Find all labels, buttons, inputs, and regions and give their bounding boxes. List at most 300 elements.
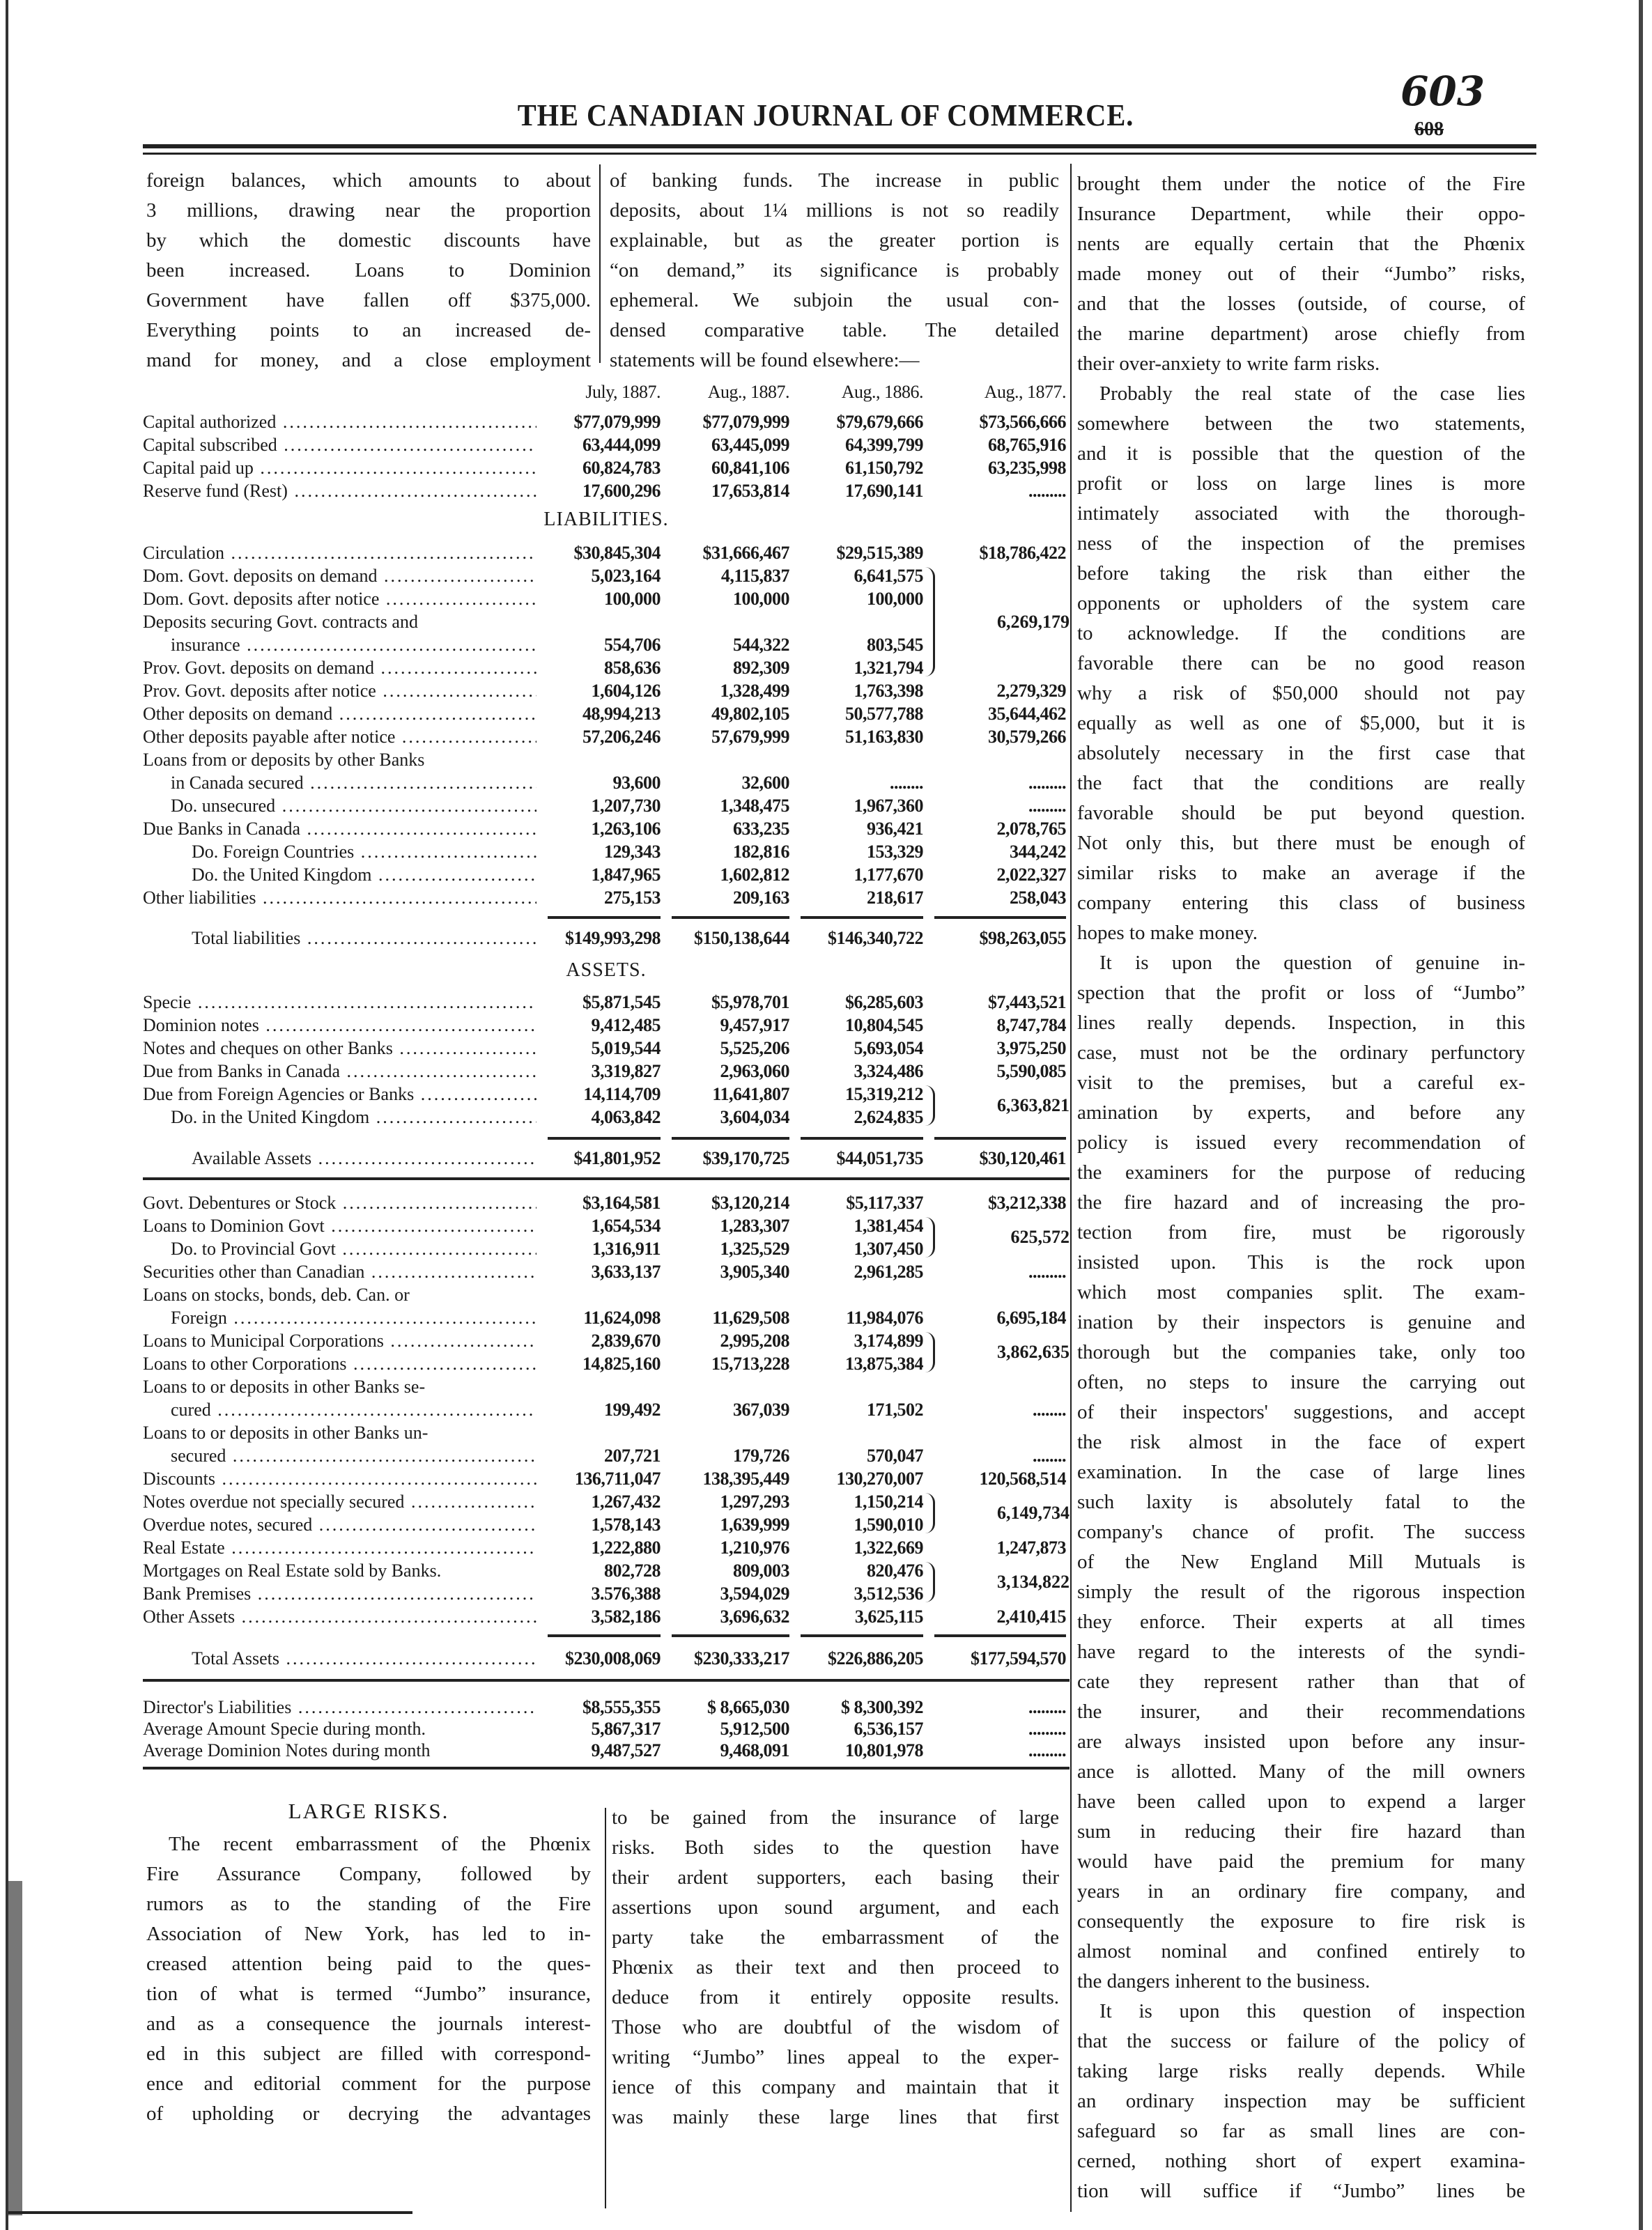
cell-value: ......... (1028, 1740, 1066, 1760)
text-line: to acknowledge. If the conditions are (1077, 622, 1525, 644)
cell-value: 136,711,047 (574, 1468, 661, 1489)
text-line: Government have fallen off $375,000. (146, 289, 591, 311)
row-label: Govt. Debentures or Stock ..... (143, 1193, 536, 1214)
bracket-rows (143, 564, 923, 679)
cell-value: 3,582,186 (591, 1606, 661, 1627)
text-line: their over-anxiety to write farm risks. (1077, 353, 1380, 375)
cell-value: $29,515,389 (836, 542, 923, 563)
cell-value: 1,247,873 (996, 1537, 1066, 1558)
text-line: such laxity is absolutely fatal to the (1077, 1491, 1525, 1513)
cell-value: 1,267,432 (591, 1491, 661, 1512)
row-label: Loans to or deposits in other Banks se- (143, 1376, 426, 1397)
row-label: Due from Banks in Canada ..... (143, 1061, 536, 1082)
brace-mark (923, 567, 935, 676)
cell-value: 100,000 (733, 588, 789, 609)
bracket-rows (143, 1490, 923, 1536)
cell-value: 2,410,415 (996, 1606, 1066, 1627)
cell-value: 936,421 (867, 818, 923, 839)
text-line: Insurance Department, while their oppo- (1077, 203, 1525, 225)
row-label: Loans to Dominion Govt ..... (143, 1216, 536, 1237)
cell-value: 15,713,228 (711, 1353, 789, 1374)
text-line: tion will suffice if “Jumbo” lines be (1077, 2180, 1525, 2202)
text-line: policy is issued every recommendation of (1077, 1131, 1525, 1154)
cell-value: 820,476 (867, 1560, 923, 1581)
table-row (143, 1559, 923, 1582)
table-row (143, 1513, 923, 1536)
text-line: and it is possible that the question of the (1077, 442, 1525, 465)
table-row (143, 1147, 1070, 1170)
cell-value: 5,525,206 (720, 1037, 789, 1058)
column-header: July, 1887. (585, 381, 661, 402)
cell-value: 1,322,669 (854, 1537, 923, 1558)
text-line: 3 millions, drawing near the proportion (146, 199, 591, 222)
table-row (143, 1375, 1070, 1398)
cell-value: $3,212,338 (988, 1192, 1066, 1213)
cell-value: $3,120,214 (711, 1192, 789, 1213)
liabilities-section (143, 541, 1070, 909)
row-label: Foreign ..... (143, 1308, 536, 1329)
cell-value: 5,023,164 (591, 565, 661, 586)
subtotal-rule (536, 1634, 1070, 1637)
text-line: tion of what is termed “Jumbo” insurance, (146, 1983, 591, 2005)
row-label: Loans to other Corporations ..... (143, 1354, 536, 1375)
cell-value: 3,512,536 (854, 1583, 923, 1604)
table-row (143, 1283, 1070, 1306)
total-assets-row (143, 1647, 1070, 1670)
cell-value: 1,763,398 (854, 680, 923, 701)
table-row (143, 410, 1070, 433)
cell-value: $79,679,666 (836, 411, 923, 432)
memo-section (143, 1696, 1070, 1761)
cell-value: 179,726 (733, 1445, 789, 1466)
cell-value: 15,319,212 (845, 1083, 923, 1104)
cell-value: 1,325,529 (720, 1238, 789, 1259)
bracket-side (923, 1214, 1070, 1260)
table-row (143, 1696, 1070, 1718)
row-label: Director's Liabilities ..... (143, 1697, 536, 1718)
row-label: Total liabilities ..... (143, 928, 536, 949)
text-line: mand for money, and a close employment (146, 349, 591, 371)
assets-heading: ASSETS. (566, 959, 647, 981)
text-line: somewhere between the two statements, (1077, 412, 1525, 435)
table-row (143, 771, 1070, 794)
row-label: Dominion notes ..... (143, 1015, 536, 1036)
cell-value: 1,297,293 (720, 1491, 789, 1512)
cell-value: 100,000 (604, 588, 661, 609)
row-label: Notes and cheques on other Banks ..... (143, 1038, 536, 1059)
text-line: visit to the premises, but a careful ex- (1077, 1071, 1525, 1094)
masthead-title: THE CANADIAN JOURNAL OF COMMERCE. (517, 98, 1134, 132)
cell-value: ......... (1028, 1696, 1066, 1717)
cell-value: 1,348,475 (720, 795, 789, 816)
table-row (143, 725, 1070, 748)
row-label: Average Dominion Notes during month (143, 1740, 431, 1760)
cell-value: 1,328,499 (720, 680, 789, 701)
handwritten-page-number: 603 (1400, 68, 1485, 115)
cell-value: 49,802,105 (711, 703, 789, 724)
cell-value: 1,847,965 (591, 864, 661, 885)
cell-value: 218,617 (867, 887, 923, 908)
struck-page-number: 608 (1414, 118, 1444, 140)
row-label: Real Estate ..... (143, 1538, 536, 1558)
cell-value: 554,706 (604, 634, 661, 655)
text-line: the risk almost in the face of expert (1077, 1431, 1525, 1453)
row-label: Dom. Govt. deposits on demand ..... (143, 566, 536, 587)
cell-value: 1,210,976 (720, 1537, 789, 1558)
text-line: hopes to make money. (1077, 922, 1258, 944)
text-line: spection that the profit or loss of “Jumbo” (1077, 982, 1525, 1004)
text-line: ness of the inspection of the premises (1077, 532, 1525, 555)
table-row (143, 748, 1070, 771)
row-label: Average Amount Specie during month. (143, 1718, 426, 1739)
table-row (143, 927, 1070, 950)
cell-value: $ 8,665,030 (707, 1696, 789, 1717)
column-divider (1070, 164, 1072, 2212)
cell-value: 802,728 (604, 1560, 661, 1581)
cell-value: ........ (1033, 1399, 1066, 1420)
table-row (143, 1421, 1070, 1444)
text-line: The recent embarrassment of the Phœnix (169, 1833, 591, 1855)
text-line: creased attention being paid to the ques- (146, 1953, 591, 1975)
available-assets-row (143, 1147, 1070, 1170)
text-line: cerned, nothing short of expert examina- (1077, 2150, 1525, 2172)
text-line: ance is allotted. Many of the mill owners (1077, 1760, 1525, 1783)
cell-value: $230,008,069 (565, 1648, 661, 1668)
cell-value: 6,695,184 (996, 1307, 1066, 1328)
cell-value: ........ (890, 772, 923, 793)
cell-value: 1,150,214 (854, 1491, 923, 1512)
text-line: the insurer, and their recommendations (1077, 1701, 1525, 1723)
bracket-rows (143, 1329, 923, 1375)
row-label: Loans to Municipal Corporations ..... (143, 1331, 536, 1352)
cell-value: 2,839,670 (591, 1330, 661, 1351)
other-assets-section (143, 1191, 1070, 1628)
cell-value: 10,804,545 (845, 1014, 923, 1035)
cell-value: 544,322 (733, 634, 789, 655)
text-line: Association of New York, has led to in- (146, 1923, 591, 1945)
table-row (143, 1605, 1070, 1628)
bracket-group (143, 1214, 1070, 1260)
cell-value: 32,600 (741, 772, 789, 793)
cell-value: 17,600,296 (582, 480, 661, 501)
table-row (143, 610, 923, 633)
text-line: company's chance of profit. The success (1077, 1521, 1525, 1543)
table-row (143, 1444, 1070, 1467)
subtotal-rule (536, 916, 1070, 919)
row-label: secured ..... (143, 1446, 536, 1466)
text-line: Those who are doubtful of the wisdom of (612, 2016, 1059, 2038)
section-rule (143, 1767, 1070, 1770)
table-row (143, 702, 1070, 725)
bracket-rows (143, 1559, 923, 1605)
text-line: opponents or upholders of the system care (1077, 592, 1525, 614)
assets-section (143, 991, 1070, 1129)
cell-value: $39,170,725 (702, 1147, 789, 1168)
table-row (143, 1329, 923, 1352)
row-label: Discounts ..... (143, 1469, 536, 1489)
cell-value: 171,502 (867, 1399, 923, 1420)
cell-value: $30,120,461 (979, 1147, 1066, 1168)
row-label: Available Assets ..... (143, 1148, 536, 1169)
large-risks-heading: LARGE RISKS. (288, 1799, 449, 1823)
text-line: ination by their inspectors is genuine and (1077, 1311, 1525, 1333)
row-label: insurance ..... (143, 635, 536, 656)
text-line: and as a consequence the journals interest- (146, 2013, 591, 2035)
bracket-group (143, 564, 1070, 679)
cell-value: 130,270,007 (836, 1468, 923, 1489)
cell-value: 207,721 (604, 1445, 661, 1466)
text-line: by which the domestic discounts have (146, 229, 591, 251)
cell-value: 63,445,099 (711, 434, 789, 455)
bracket-rows (143, 1214, 923, 1260)
cell-value: $98,263,055 (979, 927, 1066, 948)
cell-value: 3,319,827 (591, 1060, 661, 1081)
cell-value: $5,871,545 (582, 991, 661, 1012)
table-header-row (143, 380, 1070, 403)
text-line: writing “Jumbo” lines appeal to the exper- (612, 2046, 1059, 2068)
bracket-group (143, 1490, 1070, 1536)
row-label: Other deposits on demand ..... (143, 704, 536, 725)
brace-mark (923, 1332, 935, 1372)
cell-value: 182,816 (733, 841, 789, 862)
text-line: almost nominal and confined entirely to (1077, 1940, 1525, 1962)
table-row (143, 479, 1070, 502)
row-label: Prov. Govt. deposits after notice ..... (143, 681, 536, 702)
cell-value: 4,063,842 (591, 1106, 661, 1127)
column-header: Aug., 1886. (841, 381, 923, 402)
table-row (143, 863, 1070, 886)
cell-value: 2,078,765 (996, 818, 1066, 839)
bracket-side (923, 1329, 1070, 1375)
brace-mark (923, 1493, 935, 1533)
cell-value: $230,333,217 (694, 1648, 789, 1668)
text-line: risks. Both sides to the question have (612, 1836, 1059, 1859)
table-row (143, 1060, 1070, 1083)
cell-value: 2,624,835 (854, 1106, 923, 1127)
table-row (143, 1718, 1070, 1740)
bracket-side (923, 564, 1070, 679)
text-line: why a risk of $50,000 should not pay (1077, 682, 1525, 704)
cell-value: 13,875,384 (845, 1353, 923, 1374)
cell-value: 209,163 (733, 887, 789, 908)
cell-value: 68,765,916 (988, 434, 1066, 455)
column-divider (599, 164, 601, 363)
cell-value: 1,590,010 (854, 1514, 923, 1535)
cell-value: $41,801,952 (573, 1147, 661, 1168)
total-liabilities-row (143, 927, 1070, 950)
text-line: “on demand,” its significance is probably (610, 259, 1059, 281)
cell-value: 3,604,034 (720, 1106, 789, 1127)
table-row (143, 1237, 923, 1260)
cell-value: 60,824,783 (582, 457, 661, 478)
row-label: Due from Foreign Agencies or Banks ..... (143, 1084, 536, 1105)
cell-value: 138,395,449 (702, 1468, 789, 1489)
cell-value: ......... (1028, 795, 1066, 816)
text-line: Phœnix as their text and then proceed to (612, 1956, 1059, 1979)
cell-value: 60,841,106 (711, 457, 789, 478)
cell-value: 61,150,792 (845, 457, 923, 478)
cell-value: 4,115,837 (720, 565, 789, 586)
text-line: was mainly these large lines that first (612, 2106, 1059, 2128)
cell-value: 120,568,514 (979, 1468, 1066, 1489)
text-line: their ardent supporters, each basing their (612, 1866, 1059, 1889)
cell-value: $30,845,304 (573, 542, 661, 563)
large-risks-left-text (146, 1829, 591, 2129)
cell-value: 11,984,076 (846, 1307, 923, 1328)
cell-value: 5,693,054 (854, 1037, 923, 1058)
cell-value: ......... (1028, 480, 1066, 501)
cell-value: 5,912,500 (720, 1718, 789, 1739)
bracket-rows (143, 1083, 923, 1129)
text-line: nents are equally certain that the Phœnix (1077, 233, 1525, 255)
brace-mark (923, 1562, 935, 1602)
table-row (143, 1106, 923, 1129)
cell-value: 8,747,784 (996, 1014, 1066, 1035)
cell-value: $226,886,205 (828, 1648, 923, 1668)
cell-value: 35,644,462 (988, 703, 1066, 724)
cell-value: 1,639,999 (720, 1514, 789, 1535)
row-label: Other deposits payable after notice ..... (143, 727, 536, 748)
cell-value: 258,043 (1010, 887, 1066, 908)
scan-right-edge (1639, 0, 1643, 2230)
text-line: the fact that the conditions are really (1077, 772, 1525, 794)
cell-value: $6,285,603 (845, 991, 923, 1012)
table-row (143, 1306, 1070, 1329)
text-line: to be gained from the insurance of large (612, 1806, 1059, 1829)
text-line: foreign balances, which amounts to about (146, 169, 591, 192)
cell-value: $7,443,521 (988, 991, 1066, 1012)
table-row (143, 1582, 923, 1605)
row-label: Dom. Govt. deposits after notice ..... (143, 589, 536, 610)
text-line: have been called upon to expend a larger (1077, 1790, 1525, 1813)
bracket-value: 3,134,822 (997, 1572, 1070, 1592)
cell-value: 1,381,454 (854, 1215, 923, 1236)
cell-value: 367,039 (733, 1399, 789, 1420)
bracket-value: 3,862,635 (997, 1342, 1070, 1362)
cell-value: ......... (1028, 1718, 1066, 1739)
row-label: Total Assets ..... (143, 1648, 536, 1669)
cell-value: 6,641,575 (854, 565, 923, 586)
text-line: ed in this subject are filled with correspond- (146, 2043, 591, 2065)
row-label: Prov. Govt. deposits on demand ..... (143, 658, 536, 679)
cell-value: 6,536,157 (854, 1718, 923, 1739)
text-line: Not only this, but there must be enough of (1077, 832, 1525, 854)
text-line: favorable should be put beyond question. (1077, 802, 1525, 824)
text-line: densed comparative table. The detailed (610, 319, 1059, 341)
table-row (143, 1260, 1070, 1283)
cell-value: 3,975,250 (996, 1037, 1066, 1058)
cell-value: 2,995,208 (720, 1330, 789, 1351)
row-label: Capital authorized ..... (143, 412, 536, 433)
cell-value: $149,993,298 (565, 927, 661, 948)
row-label: Capital paid up ..... (143, 458, 536, 479)
table-row (143, 1536, 1070, 1559)
brace-mark (923, 1085, 935, 1126)
text-line: which most companies split. The exam- (1077, 1281, 1525, 1303)
cell-value: 11,624,098 (583, 1307, 661, 1328)
column-divider (605, 1808, 606, 2208)
subtotal-rule (536, 1137, 1070, 1140)
row-label: Reserve fund (Rest) ..... (143, 481, 536, 502)
cell-value: 1,263,106 (591, 818, 661, 839)
cell-value: 1,602,812 (720, 864, 789, 885)
cell-value: $146,340,722 (828, 927, 923, 948)
text-line: of their inspectors' suggestions, and accept (1077, 1401, 1525, 1423)
cell-value: $8,555,355 (582, 1696, 661, 1717)
cell-value: 30,579,266 (988, 726, 1066, 747)
cell-value: 2,022,327 (996, 864, 1066, 885)
text-line: ephemeral. We subjoin the usual con- (610, 289, 1059, 311)
row-label: Do. in the United Kingdom ..... (143, 1107, 536, 1128)
column-header: Aug., 1877. (984, 381, 1066, 402)
cell-value: 17,653,814 (711, 480, 789, 501)
text-line: rumors as to the standing of the Fire (146, 1893, 591, 1915)
masthead-rule-thin (143, 153, 1536, 155)
cell-value: 809,003 (733, 1560, 789, 1581)
cell-value: ......... (1028, 1261, 1066, 1282)
cell-value: 2,963,060 (720, 1060, 789, 1081)
bank-statement-table (143, 380, 1070, 1770)
cell-value: 3.576,388 (591, 1583, 661, 1604)
bracket-group (143, 1083, 1070, 1129)
cell-value: 64,399,799 (845, 434, 923, 455)
cell-value: 17,690,141 (845, 480, 923, 501)
cell-value: ......... (1028, 772, 1066, 793)
right-column-text (1077, 169, 1525, 2206)
row-label: Securities other than Canadian ..... (143, 1262, 536, 1283)
text-line: company entering this class of business (1077, 892, 1525, 914)
text-line: assertions upon sound argument, and each (612, 1896, 1059, 1919)
cell-value: 63,444,099 (582, 434, 661, 455)
text-line: ence and editorial comment for the purpose (146, 2073, 591, 2095)
cell-value: 199,492 (604, 1399, 661, 1420)
cell-value: 1,604,126 (591, 680, 661, 701)
table-row (143, 817, 1070, 840)
row-label: Capital subscribed ..... (143, 435, 536, 456)
text-line: intimately associated with the thorough- (1077, 502, 1525, 525)
cell-value: 275,153 (604, 887, 661, 908)
cell-value: 50,577,788 (845, 703, 923, 724)
bracket-value: 6,363,821 (997, 1095, 1070, 1115)
cell-value: 100,000 (867, 588, 923, 609)
cell-value: 1,177,670 (854, 864, 923, 885)
table-row (143, 433, 1070, 456)
text-line: sum in reducing their fire hazard than (1077, 1820, 1525, 1843)
cell-value: 3,324,486 (854, 1060, 923, 1081)
text-line: similar risks to make an average if the (1077, 862, 1525, 884)
cell-value: $150,138,644 (694, 927, 789, 948)
row-label: in Canada secured ..... (143, 773, 536, 793)
text-line: made money out of their “Jumbo” risks, (1077, 263, 1525, 285)
text-line: equally as well as one of $5,000, but it is (1077, 712, 1525, 734)
liabilities-heading: LIABILITIES. (543, 509, 669, 530)
masthead-rule-thick (143, 144, 1536, 148)
cell-value: 1,307,450 (854, 1238, 923, 1259)
table-row (143, 794, 1070, 817)
cell-value: 858,636 (604, 657, 661, 678)
cell-value: 3,633,137 (591, 1261, 661, 1282)
text-line: Everything points to an increased de- (146, 319, 591, 341)
cell-value: $3,164,581 (582, 1192, 661, 1213)
cell-value: 1,222,880 (591, 1537, 661, 1558)
cell-value: 1,578,143 (591, 1514, 661, 1535)
row-label: Other liabilities ..... (143, 888, 536, 908)
cell-value: 3,174,899 (854, 1330, 923, 1351)
text-line: case, must not be the ordinary perfunctory (1077, 1042, 1525, 1064)
cell-value: $31,666,467 (702, 542, 789, 563)
text-line: the fire hazard and of increasing the pro- (1077, 1191, 1525, 1214)
text-line: of banking funds. The increase in public (610, 169, 1059, 192)
